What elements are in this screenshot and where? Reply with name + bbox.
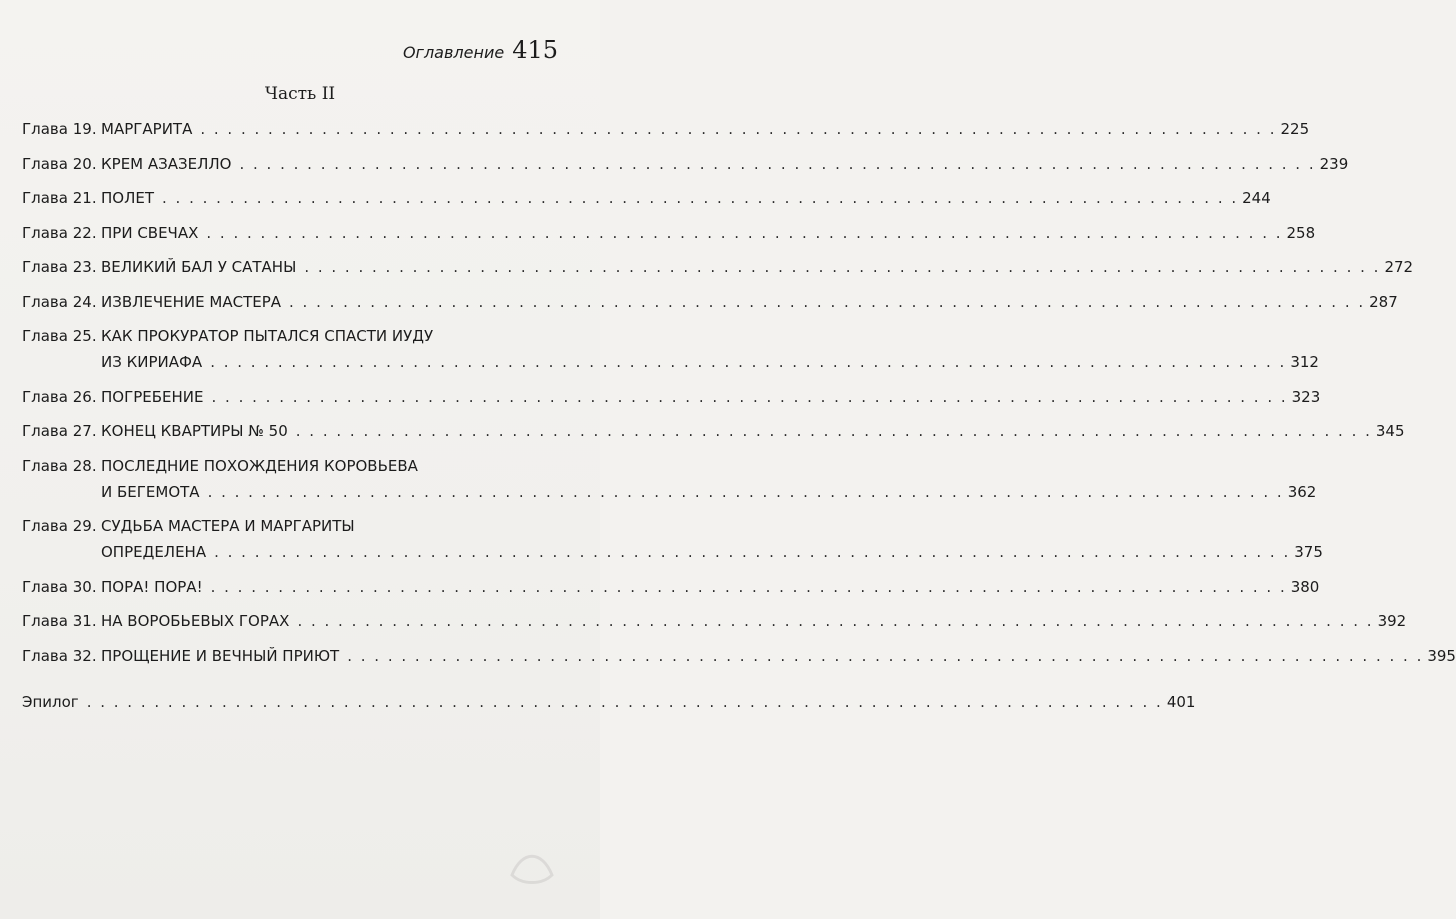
- toc-page-number: 362: [1287, 482, 1317, 501]
- dot-leader: . . . . . . . . . . . . . . . . . . . . . . . . . . . . . . . . . . . . . . . . . . . . . . . . . . . . . . . . . . . . . . . . . . . . . . . . . . . . . . . .: [297, 612, 1374, 630]
- toc-page-number: 392: [1377, 612, 1407, 630]
- dot-leader: . . . . . . . . . . . . . . . . . . . . . . . . . . . . . . . . . . . . . . . . . . . . . . . . . . . . . . . . . . . . . . . . . . . . . . . . . . . . . . . .: [295, 422, 1372, 440]
- toc-page-number: 244: [1242, 189, 1271, 207]
- toc-entry[interactable]: [22, 453, 1317, 505]
- chapter-title: И БЕГЕМОТА: [101, 482, 200, 501]
- chapter-title: ПРИ СВЕЧАХ: [101, 223, 199, 242]
- chapter-title: ПОГРЕБЕНИЕ: [101, 387, 204, 406]
- chapter-title: ОПРЕДЕЛЕНА: [101, 543, 207, 561]
- toc-entry[interactable]: [22, 323, 1319, 375]
- dot-leader: . . . . . . . . . . . . . . . . . . . . . . . . . . . . . . . . . . . . . . . . . . . . . . . . . . . . . . . . . . . . . . . . . . . . . . . . . . . . . . . .: [200, 120, 1277, 138]
- chapter-title: КАК ПРОКУРАТОР ПЫТАЛСЯ СПАСТИ ИУДУ: [101, 327, 434, 345]
- toc-epilogue[interactable]: [22, 689, 1196, 715]
- toc-entry[interactable]: [22, 289, 1398, 315]
- chapter-title: НА ВОРОБЬЕВЫХ ГОРАХ: [101, 612, 290, 630]
- toc-entry[interactable]: [22, 254, 1414, 280]
- toc-page-number: 395: [1427, 646, 1456, 665]
- chapter-number: Глава 20.: [22, 154, 97, 173]
- dot-leader: . . . . . . . . . . . . . . . . . . . . . . . . . . . . . . . . . . . . . . . . . . . . . . . . . . . . . . . . . . . . . . . . . . . . . . . . . . . . . . . .: [214, 543, 1291, 561]
- chapter-number: Глава 19.: [22, 120, 97, 138]
- chapter-number: Глава 25.: [22, 327, 97, 345]
- chapter-title: ИЗ КИРИАФА: [101, 353, 203, 371]
- toc-entry[interactable]: [22, 643, 1456, 669]
- chapter-title: ИЗВЛЕЧЕНИЕ МАСТЕРА: [101, 292, 282, 311]
- toc-entry[interactable]: [22, 574, 1320, 600]
- chapter-title: ПРОЩЕНИЕ И ВЕЧНЫЙ ПРИЮТ: [101, 646, 340, 665]
- chapter-title: ПОЛЕТ: [101, 189, 155, 207]
- table-of-contents: [22, 116, 1456, 723]
- bleed-through-ornament-icon: [502, 845, 562, 889]
- dot-leader: . . . . . . . . . . . . . . . . . . . . . . . . . . . . . . . . . . . . . . . . . . . . . . . . . . . . . . . . . . . . . . . . . . . . . . . . . . . . . . . .: [162, 189, 1239, 207]
- dot-leader: . . . . . . . . . . . . . . . . . . . . . . . . . . . . . . . . . . . . . . . . . . . . . . . . . . . . . . . . . . . . . . . . . . . . . . . . . . . . . . . .: [304, 258, 1381, 276]
- chapter-number: Глава 21.: [22, 189, 97, 207]
- chapter-number: Глава 32.: [22, 646, 97, 665]
- chapter-number: Глава 26.: [22, 387, 97, 406]
- dot-leader: . . . . . . . . . . . . . . . . . . . . . . . . . . . . . . . . . . . . . . . . . . . . . . . . . . . . . . . . . . . . . . . . . . . . . . . . . . . . . . . .: [211, 387, 1288, 406]
- chapter-number: Глава 31.: [22, 612, 97, 630]
- chapter-number: Глава 24.: [22, 292, 97, 311]
- toc-page-number: 312: [1290, 353, 1319, 371]
- dot-leader: . . . . . . . . . . . . . . . . . . . . . . . . . . . . . . . . . . . . . . . . . . . . . . . . . . . . . . . . . . . . . . . . . . . . . . . . . . . . . . . .: [289, 292, 1366, 311]
- epilogue-label: Эпилог: [22, 692, 79, 711]
- toc-entry[interactable]: [22, 185, 1271, 211]
- toc-page-number: 375: [1294, 543, 1323, 561]
- toc-entry[interactable]: [22, 418, 1405, 444]
- chapter-number: Глава 28.: [22, 456, 97, 475]
- toc-page-number: 272: [1384, 258, 1414, 276]
- toc-page-number: 258: [1286, 223, 1316, 242]
- chapter-title: ПОСЛЕДНИЕ ПОХОЖДЕНИЯ КОРОВЬЕВА: [101, 456, 418, 475]
- toc-entry[interactable]: [22, 513, 1323, 565]
- toc-page-number: 225: [1280, 120, 1310, 138]
- chapter-title: КРЕМ АЗАЗЕЛЛО: [101, 154, 232, 173]
- dot-leader: . . . . . . . . . . . . . . . . . . . . . . . . . . . . . . . . . . . . . . . . . . . . . . . . . . . . . . . . . . . . . . . . . . . . . . . . . . . . . . . .: [206, 223, 1283, 242]
- dot-leader: . . . . . . . . . . . . . . . . . . . . . . . . . . . . . . . . . . . . . . . . . . . . . . . . . . . . . . . . . . . . . . . . . . . . . . . . . . . . . . . .: [347, 646, 1424, 665]
- part-title: Часть II: [264, 84, 336, 104]
- toc-page-number: 345: [1375, 422, 1405, 440]
- chapter-title: МАРГАРИТА: [101, 120, 193, 138]
- chapter-title: ПОРА! ПОРА!: [101, 577, 203, 596]
- toc-entry[interactable]: [22, 151, 1349, 177]
- dot-leader: . . . . . . . . . . . . . . . . . . . . . . . . . . . . . . . . . . . . . . . . . . . . . . . . . . . . . . . . . . . . . . . . . . . . . . . . . . . . . . . .: [207, 482, 1284, 501]
- toc-entry[interactable]: [22, 608, 1407, 634]
- chapter-title: ВЕЛИКИЙ БАЛ У САТАНЫ: [101, 258, 297, 276]
- toc-page-number: 380: [1290, 577, 1320, 596]
- toc-page-number: 287: [1369, 292, 1398, 311]
- toc-entry[interactable]: [22, 220, 1316, 246]
- running-head-section: Оглавление: [402, 43, 505, 62]
- page-number: 415: [512, 36, 558, 64]
- dot-leader: . . . . . . . . . . . . . . . . . . . . . . . . . . . . . . . . . . . . . . . . . . . . . . . . . . . . . . . . . . . . . . . . . . . . . . . . . . . . . . . .: [239, 154, 1316, 173]
- toc-entry[interactable]: [22, 384, 1321, 410]
- chapter-number: Глава 22.: [22, 223, 97, 242]
- toc-page-number: 239: [1319, 154, 1349, 173]
- dot-leader: . . . . . . . . . . . . . . . . . . . . . . . . . . . . . . . . . . . . . . . . . . . . . . . . . . . . . . . . . . . . . . . . . . . . . . . . . . . . . . . .: [210, 353, 1287, 371]
- toc-page-number: 401: [1166, 692, 1196, 711]
- chapter-number: Глава 29.: [22, 517, 97, 535]
- chapter-title: СУДЬБА МАСТЕРА И МАРГАРИТЫ: [101, 517, 355, 535]
- chapter-number: Глава 27.: [22, 422, 97, 440]
- toc-page-number: 323: [1291, 387, 1321, 406]
- chapter-number: Глава 30.: [22, 577, 97, 596]
- chapter-title: КОНЕЦ КВАРТИРЫ № 50: [101, 422, 288, 440]
- dot-leader: . . . . . . . . . . . . . . . . . . . . . . . . . . . . . . . . . . . . . . . . . . . . . . . . . . . . . . . . . . . . . . . . . . . . . . . . . . . . . . . .: [86, 692, 1163, 711]
- chapter-number: Глава 23.: [22, 258, 97, 276]
- running-head: [403, 36, 558, 64]
- dot-leader: . . . . . . . . . . . . . . . . . . . . . . . . . . . . . . . . . . . . . . . . . . . . . . . . . . . . . . . . . . . . . . . . . . . . . . . . . . . . . . . .: [210, 577, 1287, 596]
- toc-entry[interactable]: [22, 116, 1310, 142]
